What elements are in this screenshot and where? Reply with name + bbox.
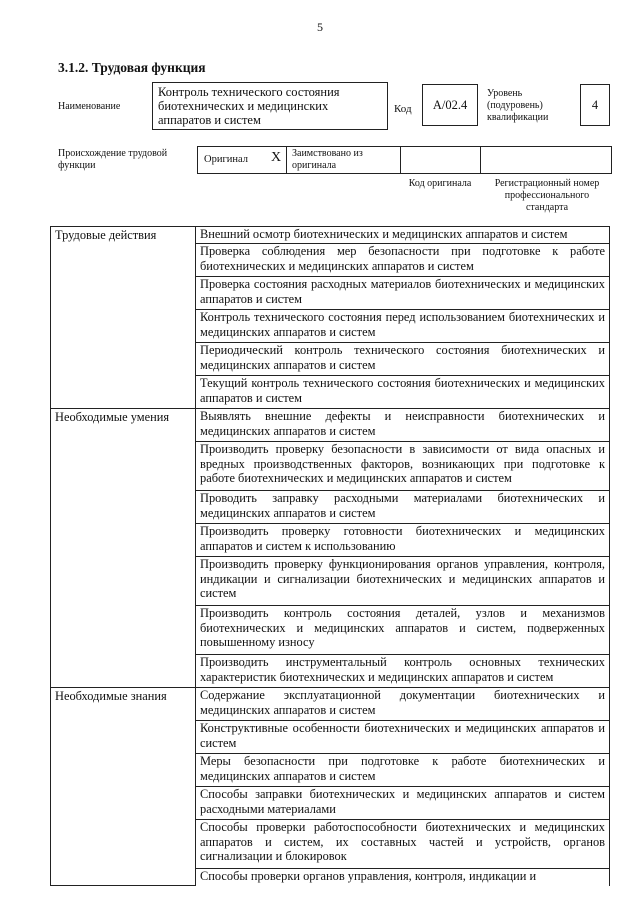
origin-row [197,146,612,174]
labor-actions-item: Проверка состояния расходных материалов биотехнических и медицинских аппаратов и систем [196,277,610,310]
table-row [51,688,610,721]
required-skills-heading: Необходимые умения [51,409,196,688]
borrowed-label: Заимствовано из оригинала [292,148,363,171]
labor-actions-item: Внешний осмотр биотехнических и медицинских аппаратов и систем [196,227,610,244]
function-name-value: Контроль технического состояния биотехнических и медицинских аппаратов и систем [158,85,340,127]
level-value-box [580,84,610,126]
code-original-caption: Код оригинала [408,178,472,189]
labor-actions-item: Текущий контроль технического состояния биотехнических и медицинских аппаратов и систем [196,376,610,409]
name-label: Наименование [58,101,121,112]
required-skills-item: Производить проверку функционирования органов управления, контроля, индикации и сигнализации биотехнических и медицинских аппаратов и систем [196,557,610,606]
code-value-box [422,84,478,126]
required-skills-item: Производить проверку готовности биотехнических и медицинских аппаратов и систем к использованию [196,524,610,557]
required-skills-item: Проводить заправку расходными материалами биотехнических и медицинских аппаратов и систем [196,491,610,524]
code-label: Код [394,103,412,115]
origin-divider-3 [480,146,481,174]
origin-label: Происхождение трудовой функции [58,148,168,171]
function-details-table [50,226,610,886]
page-number: 5 [317,20,323,34]
table-row [51,227,610,244]
required-knowledge-item: Конструктивные особенности биотехнических и медицинских аппаратов и систем [196,721,610,754]
required-skills-item: Производить инструментальный контроль основных технических характеристик биотехнических и медицинских аппаратов и систем [196,655,610,688]
required-knowledge-item: Способы проверки работоспособности биотехнических и медицинских аппаратов и систем, их составных частей и устройств, органов сигнализации и блокировок [196,820,610,869]
original-mark: X [271,150,282,165]
section-title: 3.1.2. Трудовая функция [58,60,206,75]
labor-actions-item: Проверка соблюдения мер безопасности при подготовке к работе биотехнических и медицинских аппаратов и систем [196,244,610,277]
original-label: Оригинал [204,154,248,165]
level-value: 4 [591,98,599,112]
required-knowledge-item: Способы заправки биотехнических и медицинских аппаратов и систем расходными материалами [196,787,610,820]
reg-number-caption: Регистрационный номер профессионального стандарта [494,178,600,213]
level-label: Уровень (подуровень) квалификации [487,88,549,123]
required-skills-item: Производить проверку безопасности в зависимости от вида опасных и вредных производственных факторов, возникающих при подготовке к работе биотехнических и медицинских аппаратов и систем [196,442,610,491]
origin-divider-2 [400,146,401,174]
required-skills-item: Производить контроль состояния деталей, узлов и механизмов биотехнических и медицинских аппаратов и систем, подверженных повышенному износу [196,606,610,655]
labor-actions-item: Периодический контроль технического состояния биотехнических и медицинских аппаратов и систем [196,343,610,376]
required-skills-item: Выявлять внешние дефекты и неисправности биотехнических и медицинских аппаратов и систем [196,409,610,442]
code-value: А/02.4 [432,98,468,112]
required-knowledge-item: Способы проверки органов управления, контроля, индикации и [196,869,610,886]
labor-actions-item: Контроль технического состояния перед использованием биотехнических и медицинских аппаратов и систем [196,310,610,343]
required-knowledge-item: Содержание эксплуатационной документации биотехнических и медицинских аппаратов и систем [196,688,610,721]
table-row [51,409,610,442]
function-name-box [152,82,388,130]
labor-actions-heading: Трудовые действия [51,227,196,409]
origin-divider-1 [286,146,287,174]
required-knowledge-item: Меры безопасности при подготовке к работе биотехнических и медицинских аппаратов и систем [196,754,610,787]
required-knowledge-heading: Необходимые знания [51,688,196,886]
